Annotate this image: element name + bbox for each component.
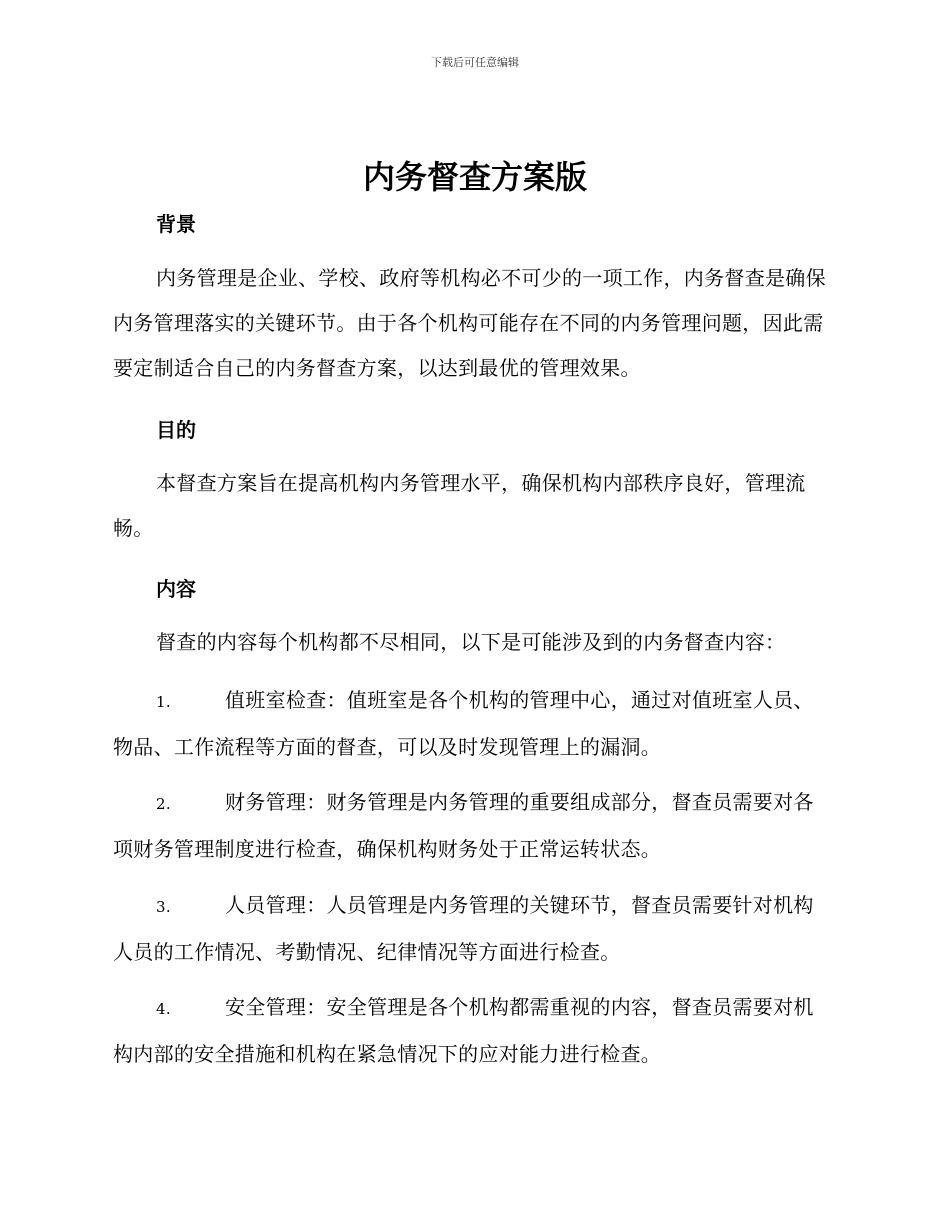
list-item-number: 2. xyxy=(156,795,171,813)
paragraph-purpose: 本督查方案旨在提高机构内务管理水平，确保机构内部秩序良好，管理流畅。 xyxy=(113,471,806,540)
list-item-number: 3. xyxy=(156,898,171,916)
list-item-number: 1. xyxy=(156,693,171,711)
header-note: 下载后可任意编辑 xyxy=(431,56,519,69)
list-item-text: 值班室检查：值班室是各个机构的管理中心，通过对值班室人员、物品、工作流程等方面的督查，可以及时发现管理上的漏洞。 xyxy=(113,688,814,759)
heading-background: 背景 xyxy=(156,212,196,236)
heading-purpose: 目的 xyxy=(156,418,196,442)
document-title: 内务督查方案版 xyxy=(362,158,587,196)
list-item xyxy=(113,985,833,1077)
paragraph-content-intro: 督查的内容每个机构都不尽相同，以下是可能涉及到的内务督查内容： xyxy=(156,630,786,654)
list-item xyxy=(113,678,833,770)
list-item xyxy=(113,780,833,872)
heading-content: 内容 xyxy=(156,577,196,601)
list-item xyxy=(113,883,833,975)
list-item-text: 人员管理：人员管理是内务管理的关键环节，督查员需要针对机构人员的工作情况、考勤情况、纪律情况等方面进行检查。 xyxy=(113,893,814,964)
list-item-number: 4. xyxy=(156,1000,171,1018)
list-item-text: 财务管理：财务管理是内务管理的重要组成部分，督查员需要对各项财务管理制度进行检查，确保机构财务处于正常运转状态。 xyxy=(113,790,814,861)
paragraph-background: 内务管理是企业、学校、政府等机构必不可少的一项工作，内务督查是确保内务管理落实的关键环节。由于各个机构可能存在不同的内务管理问题，因此需要定制适合自己的内务督查方案，以达到最优的管理效果。 xyxy=(113,266,826,380)
list-item-text: 安全管理：安全管理是各个机构都需重视的内容，督查员需要对机构内部的安全措施和机构在紧急情况下的应对能力进行检查。 xyxy=(113,995,814,1066)
